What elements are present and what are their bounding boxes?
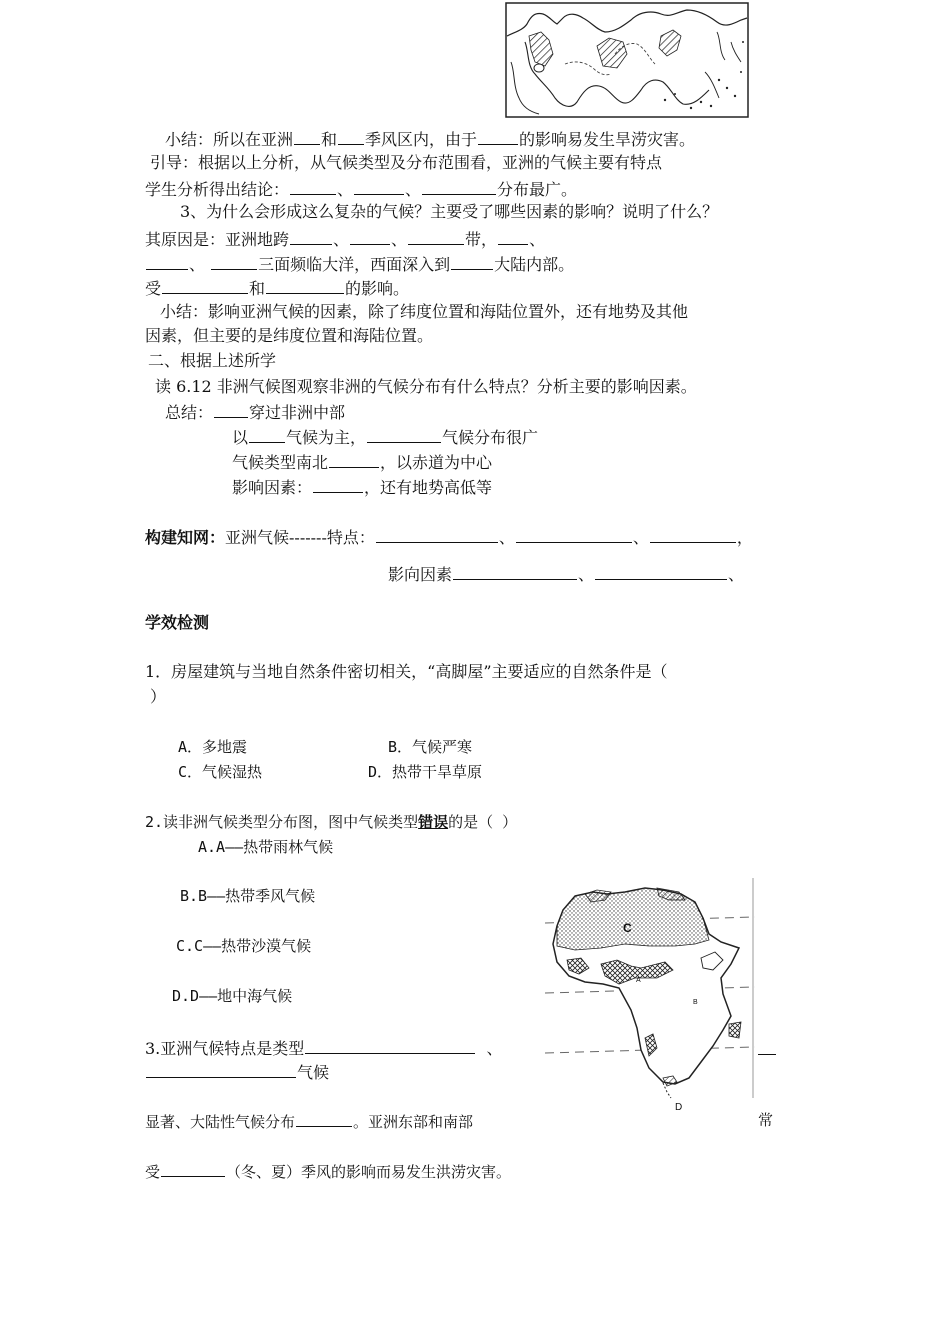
blank[interactable] [376,526,498,543]
blank[interactable] [211,253,257,270]
q2-stem-bold: 错误 [418,813,449,831]
asia-summary-text-3: 季风区内，由于 [365,130,478,149]
q1-option-c[interactable]: C．气候湿热 [178,763,263,781]
separator: 、 [728,565,745,584]
separator: 、 [529,230,546,249]
section-2-heading: 二、根据上述所学 [148,351,277,370]
blank[interactable] [146,253,188,270]
separator: 、 [405,180,422,199]
blank[interactable] [498,228,528,245]
summary-label: 总结： [165,403,214,422]
q2-stem-suffix: 的是（ ） [448,813,518,831]
guide-prefix: 学生分析得出结论： [145,180,290,199]
blank[interactable] [422,178,496,195]
q3-reason-shou: 受 [145,279,162,298]
section-2-yi-line [232,426,538,448]
q3b-line4-b: （冬、夏）季风的影响而易发生洪涝灾害。 [226,1163,512,1181]
separator: 、 [391,230,408,249]
q3b-line3-a: 显著、大陆性气候分布 [145,1113,296,1131]
blank[interactable] [294,128,320,145]
asia-summary-text-1: 小结：所以在亚洲 [165,130,294,149]
yi-text: 以 [232,428,249,447]
section-2-summary [165,401,345,423]
q3b-line3-c: 常 [758,1111,774,1129]
separator: 、 [189,255,206,274]
q2-stem-prefix: 2.读非洲气候类型分布图，图中气候类型 [145,813,419,831]
q1-close: ） [150,687,167,706]
section-2-type-line [232,451,492,473]
separator: 、 [486,1039,503,1058]
q2-option-a[interactable]: A.A——热带雨林气候 [198,838,334,856]
blank[interactable] [146,1061,296,1078]
blank[interactable] [329,451,379,468]
yi-mid: 气候为主， [286,428,367,447]
asia-summary-text-2: 和 [321,130,338,149]
q2-option-b[interactable]: B.B——热带季风气候 [180,887,316,905]
blank[interactable] [354,178,404,195]
blank[interactable] [162,277,248,294]
q3b-line4-a: 受 [145,1163,161,1181]
factor-label: 影响因素： [232,478,313,497]
blank[interactable] [214,401,248,418]
separator: 、 [498,528,515,547]
blank[interactable] [338,128,364,145]
network-text: 亚洲气候-------特点： [225,528,375,547]
type-ns: 气候类型南北 [232,453,329,472]
separator: ， [736,528,753,547]
q3-reason-mid: 三面频临大洋，西面深入到 [258,255,451,274]
blank[interactable] [350,228,390,245]
q3-reason-line-3 [145,277,409,299]
separator: 、 [578,565,595,584]
q3b-climate: 气候 [297,1063,330,1082]
blank[interactable] [296,1110,352,1127]
blank[interactable] [313,476,363,493]
section-2-factor-line [232,476,492,498]
q3-reason-line-1 [145,228,545,250]
factor-end: ，还有地势高低等 [364,478,493,497]
blank[interactable] [516,526,632,543]
blank[interactable] [161,1160,225,1177]
blank[interactable] [305,1037,475,1054]
separator: 、 [333,230,350,249]
asia-summary-line [165,128,695,150]
network-line-2 [388,563,744,585]
summary-rest: 穿过非洲中部 [249,403,346,422]
q3-reason-line-2 [145,253,574,275]
blank[interactable] [249,426,285,443]
q3-reason-effect: 的影响。 [345,279,410,298]
q3b-line3-b: 。亚洲东部和南部 [353,1113,474,1131]
q2-option-c[interactable]: C.C——热带沙漠气候 [176,937,312,955]
asia-map-image [505,2,749,118]
q3-reason-and: 和 [249,279,266,298]
asia-summary-text-4: 的影响易发生旱涝灾害。 [519,130,696,149]
network-line-1 [145,526,753,548]
q3-band: 带， [465,230,498,249]
separator: 、 [632,528,649,547]
q3b-line-3 [145,1110,473,1132]
africa-climate-map-image [545,878,757,1118]
type-ns-end: ，以赤道为中心 [380,453,493,472]
q1-option-d[interactable]: D．热带干旱草原 [368,763,483,781]
map-label-a: A [636,977,641,984]
q3-question: 3、为什么会形成这么复杂的气候？主要受了哪些因素的影响？说明了什么？ [180,202,719,221]
guide-line-2 [145,178,577,200]
guide-line-1: 引导：根据以上分析，从气候类型及分布范围看，亚洲的气候主要有特点 [150,153,663,172]
blank[interactable] [266,277,344,294]
q3-reason-prefix: 其原因是：亚洲地跨 [145,230,290,249]
blank[interactable] [453,563,577,580]
section-2-read: 读 6.12 非洲气候图观察非洲的气候分布有什么特点？分析主要的影响因素。 [155,377,697,396]
q3-summary-line-2: 因素，但主要的是纬度位置和海陆位置。 [145,326,434,345]
blank[interactable] [595,563,727,580]
q3b-line-1 [145,1037,502,1059]
blank[interactable] [758,1038,776,1055]
blank[interactable] [451,253,493,270]
blank[interactable] [650,526,736,543]
blank[interactable] [290,178,336,195]
q3-reason-end: 大陆内部。 [494,255,575,274]
q1-option-b[interactable]: B．气候严寒 [388,738,473,756]
q3-summary-line-1: 小结：影响亚洲气候的因素，除了纬度位置和海陆位置外，还有地势及其他 [160,302,689,321]
q3b-line-4 [145,1160,511,1182]
q2-stem [145,812,517,832]
separator: 、 [337,180,354,199]
q1-stem: 1．房屋建筑与当地自然条件密切相关，“高脚屋”主要适应的自然条件是（ [145,662,668,681]
blank[interactable] [478,128,518,145]
map-label-c: C [623,921,632,935]
blank[interactable] [408,228,464,245]
q3b-prefix: 3.亚洲气候特点是类型 [145,1039,305,1058]
test-heading: 学效检测 [145,613,210,632]
q2-option-d[interactable]: D.D——地中海气候 [172,987,293,1005]
guide-suffix: 分布最广。 [497,180,578,199]
blank[interactable] [290,228,332,245]
map-label-b: B [693,999,698,1006]
map-label-d: D [675,1102,683,1113]
q1-option-a[interactable]: A．多地震 [178,738,248,756]
network-influence: 影向因素 [388,565,453,584]
q3b-line-2 [145,1061,329,1083]
blank[interactable] [367,426,441,443]
yi-end: 气候分布很广 [442,428,539,447]
network-label: 构建知网： [145,528,226,547]
